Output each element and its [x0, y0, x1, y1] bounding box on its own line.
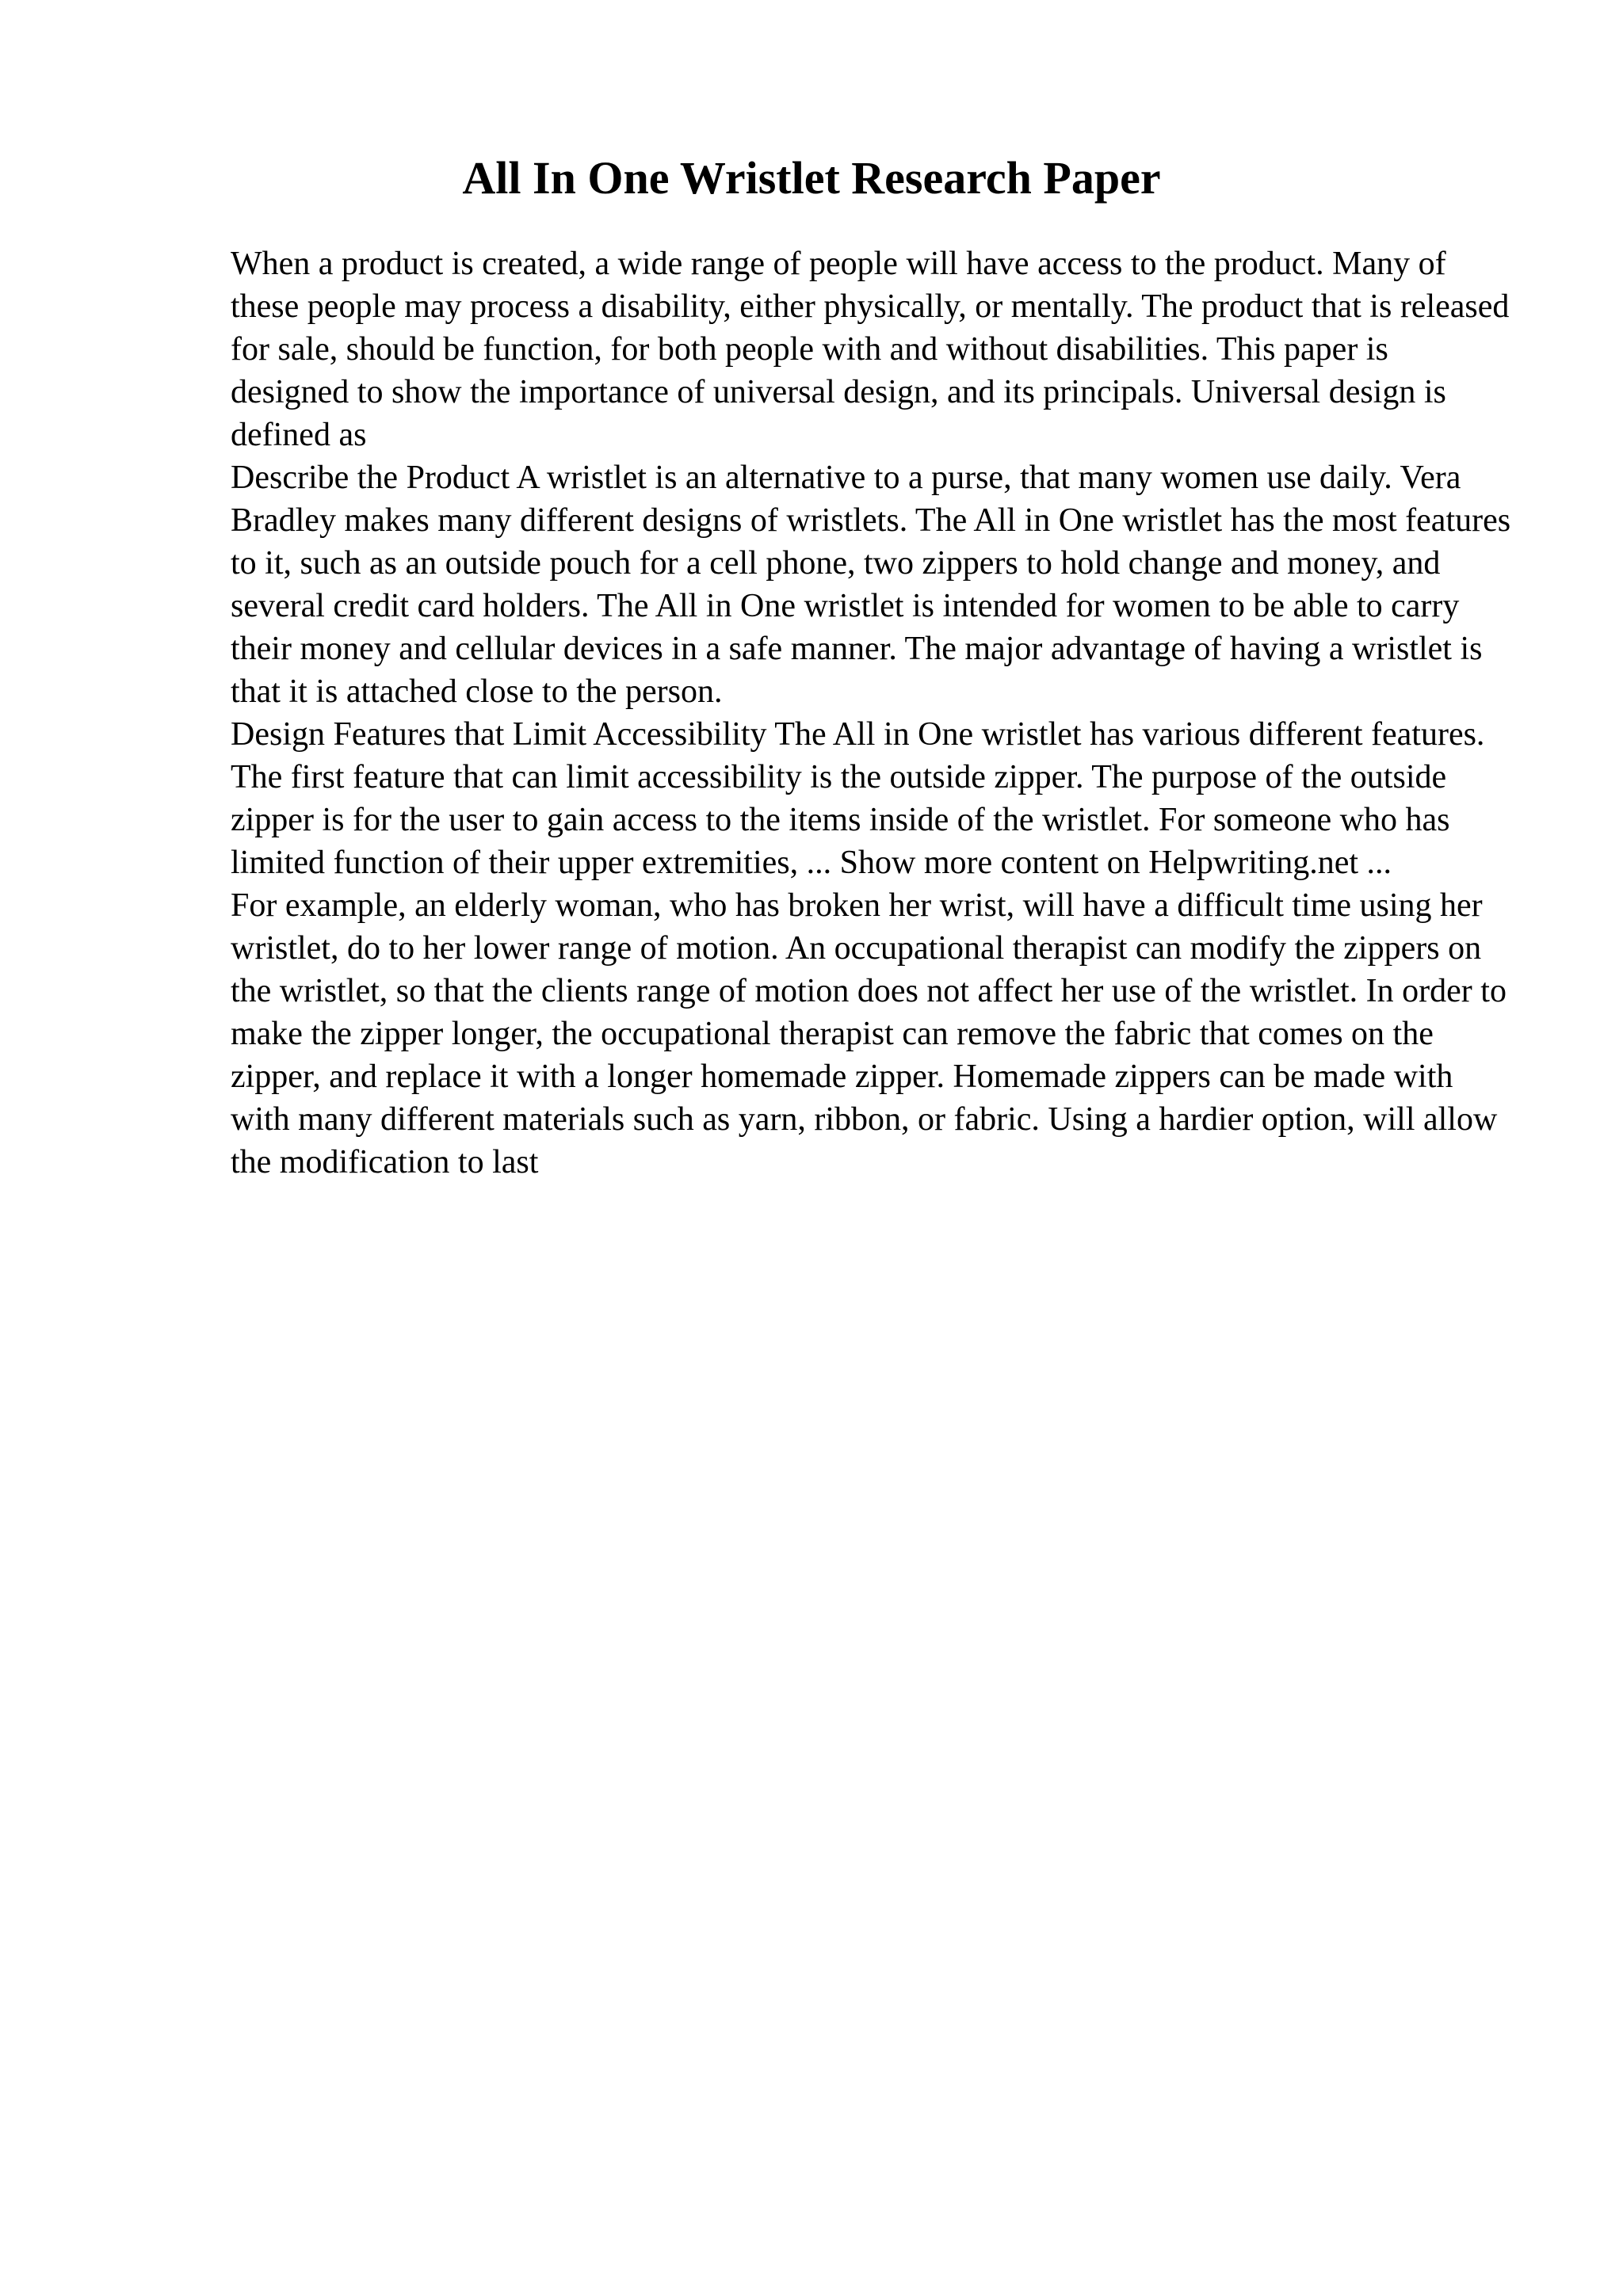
document-body	[231, 242, 1514, 1184]
paragraph-design-features: Design Features that Limit Accessibility The All in One wristlet has various different features. The first feature that can limit accessibility is the outside zipper. The purpose of the outside zipper is for the user to gain access to the items inside of the wristlet. For someone who has limited function of their upper extremities, ... Show more content on Helpwriting.net ...	[231, 716, 1485, 881]
paragraph-describe-product: Describe the Product A wristlet is an alternative to a purse, that many women use daily. Vera Bradley makes many different designs of wristlets. The All in One wristlet has the most features to it, such as an outside pouch for a cell phone, two zippers to hold change and money, and several credit card holders. The All in One wristlet is intended for women to be able to carry their money and cellular devices in a safe manner. The major advantage of having a wristlet is that it is attached close to the person.	[231, 460, 1511, 710]
document-title: All In One Wristlet Research Paper	[462, 152, 1161, 204]
paragraph-intro: When a product is created, a wide range of people will have access to the product. Many of these people may process a disability, either physically, or mentally. The product that is released for sale, should be function, for both people with and without disabilities. This paper is designed to show the importance of universal design, and its principals. Universal design is defined as	[231, 246, 1510, 453]
paragraph-example: For example, an elderly woman, who has broken her wrist, will have a difficult time using her wristlet, do to her lower range of motion. An occupational therapist can modify the zippers on the wristlet, so that the clients range of motion does not affect her use of the wristlet. In order to make the zipper longer, the occupational therapist can remove the fabric that comes on the zipper, and replace it with a longer homemade zipper. Homemade zippers can be made with with many different materials such as yarn, ribbon, or fabric. Using a hardier option, will allow the modification to last	[231, 887, 1507, 1180]
